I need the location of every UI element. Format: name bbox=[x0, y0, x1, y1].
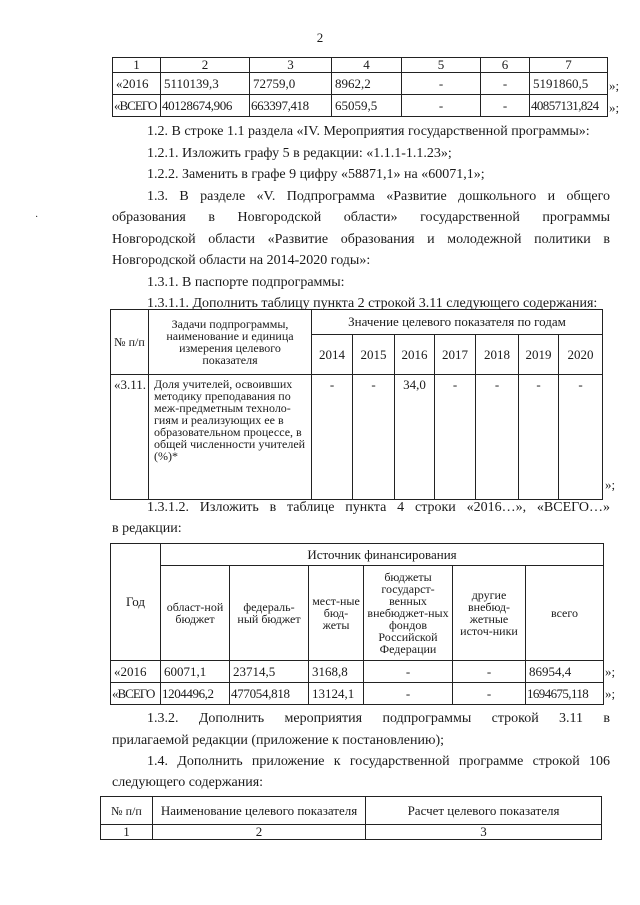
year-header: 2014 bbox=[312, 335, 353, 375]
column-number: 1 bbox=[101, 825, 153, 840]
table-row bbox=[111, 661, 604, 683]
calc-header: Расчет целевого показателя bbox=[366, 797, 602, 825]
text-line: в редакции: bbox=[112, 521, 182, 536]
table-continuation bbox=[112, 57, 608, 117]
row-tail: »; bbox=[605, 664, 616, 679]
text-line: 1.2. В строке 1.1 раздела «IV. Мероприятия государственной программы»: bbox=[147, 124, 590, 139]
text-line: Новгородской области на 2014-2020 годы»: bbox=[112, 253, 371, 268]
header-cell: 7 bbox=[530, 58, 608, 73]
table-cell: 5191860,5 bbox=[530, 73, 608, 95]
header-cell: 3 bbox=[250, 58, 332, 73]
row-tail: »; bbox=[609, 100, 620, 115]
table-row bbox=[113, 73, 608, 95]
text-line: 1.3. В разделе «V. Подпрограмма «Развитие дошкольного и общего bbox=[147, 189, 610, 204]
table-cell: - bbox=[402, 95, 481, 117]
text-line: прилагаемой редакции (приложение к постановлению); bbox=[112, 733, 445, 748]
table-cell: «2016 bbox=[111, 661, 161, 683]
financing-table bbox=[110, 543, 604, 705]
table-cell: 8962,2 bbox=[332, 73, 402, 95]
table-cell: - bbox=[519, 375, 559, 500]
column-header: област-ной бюджет bbox=[161, 566, 230, 661]
indicator-table bbox=[110, 309, 603, 500]
table-cell: 65059,5 bbox=[332, 95, 402, 117]
text-line: Новгородской области «Развитие образования и молодежной политики в bbox=[112, 232, 610, 247]
table-row bbox=[111, 375, 603, 500]
table-cell: «3.11. bbox=[111, 375, 149, 500]
text-line: 1.3.2. Дополнить мероприятия подпрограммы строкой 3.11 в bbox=[147, 711, 610, 726]
table-cell: 1694675,118 bbox=[526, 683, 604, 705]
header-cell: 6 bbox=[481, 58, 530, 73]
header-cell: 2 bbox=[161, 58, 250, 73]
table-cell: 663397,418 bbox=[250, 95, 332, 117]
table-row bbox=[111, 683, 604, 705]
year-header: 2017 bbox=[435, 335, 476, 375]
table-cell: 86954,4 bbox=[526, 661, 604, 683]
column-header: бюджеты государст-венных внебюджет-ных фондов Российской Федерации bbox=[364, 566, 453, 661]
table-cell: - bbox=[435, 375, 476, 500]
table-cell: «2016 bbox=[113, 73, 161, 95]
margin-dot: · bbox=[35, 212, 39, 223]
source-header: Источник финансирования bbox=[161, 544, 604, 566]
table-cell: 3168,8 bbox=[309, 661, 364, 683]
table-cell: - bbox=[353, 375, 395, 500]
table-cell: - bbox=[476, 375, 519, 500]
text-line: 1.2.2. Заменить в графе 9 цифру «58871,1» на «60071,1»; bbox=[147, 167, 485, 182]
table-cell: 40857131,824 bbox=[530, 95, 608, 117]
column-number: 2 bbox=[153, 825, 366, 840]
page-number: 2 bbox=[316, 30, 324, 45]
table-cell: - bbox=[402, 73, 481, 95]
value-header: Значение целевого показателя по годам bbox=[312, 310, 603, 335]
row-tail: »; bbox=[609, 78, 620, 93]
table-cell: «ВСЕГО bbox=[113, 95, 161, 117]
column-header: федераль-ный бюджет bbox=[230, 566, 309, 661]
column-header: другие внебюд-жетные источ-ники bbox=[453, 566, 526, 661]
table-cell: 13124,1 bbox=[309, 683, 364, 705]
row-tail: »; bbox=[605, 686, 616, 701]
table-cell: - bbox=[453, 661, 526, 683]
table-cell: 477054,818 bbox=[230, 683, 309, 705]
table-row bbox=[113, 95, 608, 117]
table-cell: 5110139,3 bbox=[161, 73, 250, 95]
column-header: всего bbox=[526, 566, 604, 661]
column-header: мест-ные бюд-жеты bbox=[309, 566, 364, 661]
header-cell: 4 bbox=[332, 58, 402, 73]
year-header: 2018 bbox=[476, 335, 519, 375]
row-tail: »; bbox=[605, 477, 616, 492]
indicator-text: Доля учителей, освоивших методику преподавания по меж-предметным техноло-гиям и реализующих ее в образовательном процессе, в общей численности учителей (%)* bbox=[149, 375, 312, 500]
year-header: 2020 bbox=[559, 335, 603, 375]
text-line: 1.3.1.1. Дополнить таблицу пункта 2 строкой 3.11 следующего содержания: bbox=[147, 296, 598, 311]
text-line: 1.3.1. В паспорте подпрограммы: bbox=[147, 275, 345, 290]
table-cell: 40128674,906 bbox=[161, 95, 250, 117]
text-line: следующего содержания: bbox=[112, 775, 264, 790]
table-cell: - bbox=[481, 95, 530, 117]
table-cell: 34,0 bbox=[395, 375, 435, 500]
name-header: Наименование целевого показателя bbox=[153, 797, 366, 825]
number-header: № п/п bbox=[101, 797, 153, 825]
table-cell: - bbox=[312, 375, 353, 500]
table-header-row bbox=[113, 58, 608, 73]
header-cell: 1 bbox=[113, 58, 161, 73]
year-header: 2016 bbox=[395, 335, 435, 375]
table-cell: «ВСЕГО bbox=[111, 683, 161, 705]
text-line: 1.2.1. Изложить графу 5 в редакции: «1.1.1-1.1.23»; bbox=[147, 146, 452, 161]
year-header: 2015 bbox=[353, 335, 395, 375]
table-cell: - bbox=[559, 375, 603, 500]
table-cell: - bbox=[453, 683, 526, 705]
text-line: образования в Новгородской области» государственной программы bbox=[112, 210, 610, 225]
text-line: 1.3.1.2. Изложить в таблице пункта 4 строки «2016…», «ВСЕГО…» bbox=[147, 500, 610, 515]
column-number: 3 bbox=[366, 825, 602, 840]
table-cell: 1204496,2 bbox=[161, 683, 230, 705]
indicator-calc-table bbox=[100, 796, 602, 840]
table-cell: - bbox=[364, 683, 453, 705]
year-header: 2019 bbox=[519, 335, 559, 375]
task-header: Задачи подпрограммы, наименование и единица измерения целевого показателя bbox=[149, 310, 312, 375]
table-cell: 60071,1 bbox=[161, 661, 230, 683]
table-cell: 72759,0 bbox=[250, 73, 332, 95]
number-header: № п/п bbox=[111, 310, 149, 375]
text-line: 1.4. Дополнить приложение к государственной программе строкой 106 bbox=[147, 754, 610, 769]
table-cell: 23714,5 bbox=[230, 661, 309, 683]
year-header: Год bbox=[111, 544, 161, 661]
table-cell: - bbox=[481, 73, 530, 95]
header-cell: 5 bbox=[402, 58, 481, 73]
table-cell: - bbox=[364, 661, 453, 683]
